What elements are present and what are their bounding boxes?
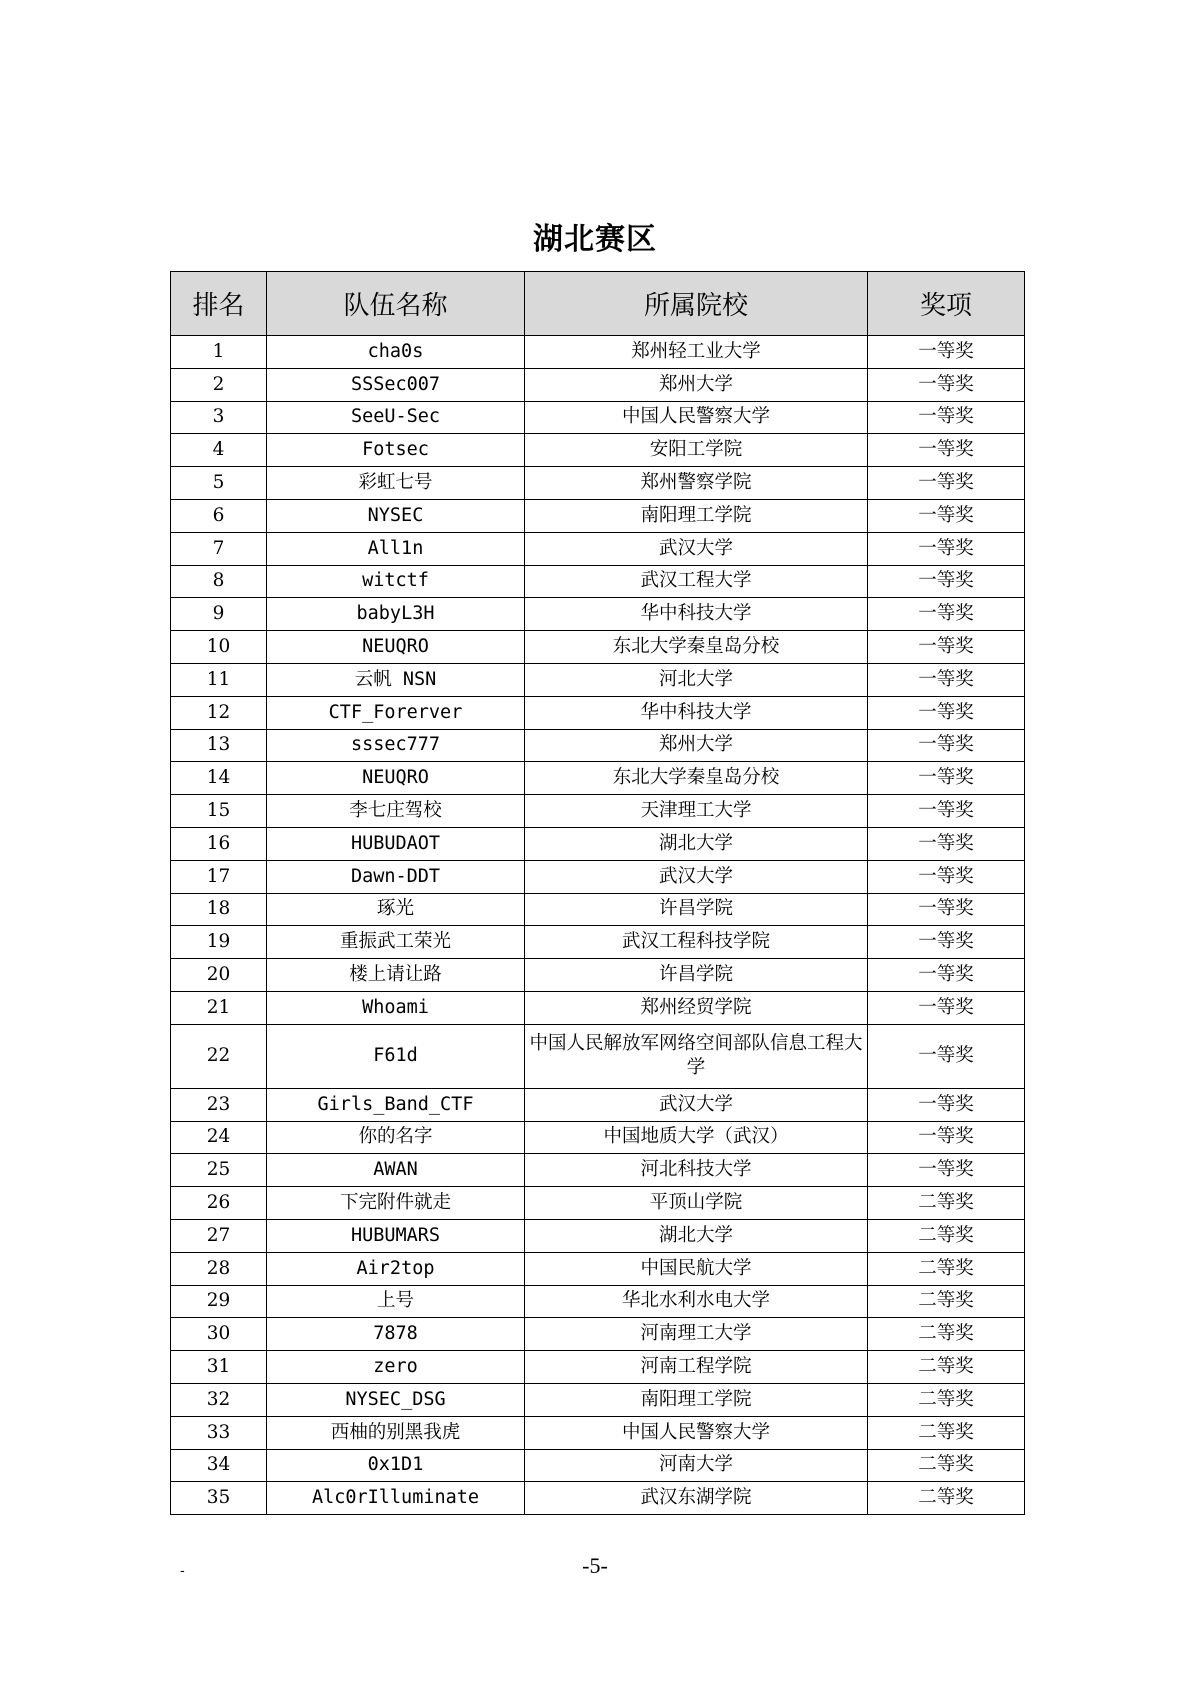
results-table — [170, 271, 1025, 1515]
table-row — [171, 467, 1025, 500]
award-cell: 一等奖 — [868, 336, 1025, 369]
table-row — [171, 532, 1025, 565]
rank-cell: 19 — [171, 926, 267, 959]
table-row — [171, 860, 1025, 893]
rank-cell: 16 — [171, 827, 267, 860]
school-cell: 安阳工学院 — [525, 434, 868, 467]
table-row — [171, 368, 1025, 401]
school-cell: 许昌学院 — [525, 959, 868, 992]
team-cell: AWAN — [267, 1154, 525, 1187]
rank-cell: 2 — [171, 368, 267, 401]
rank-cell: 31 — [171, 1351, 267, 1384]
header-school: 所属院校 — [525, 272, 868, 336]
table-row — [171, 565, 1025, 598]
award-cell: 一等奖 — [868, 696, 1025, 729]
award-cell: 一等奖 — [868, 991, 1025, 1024]
table-row — [171, 663, 1025, 696]
rank-cell: 14 — [171, 762, 267, 795]
award-cell: 二等奖 — [868, 1416, 1025, 1449]
school-cell: 东北大学秦皇岛分校 — [525, 762, 868, 795]
table-row — [171, 598, 1025, 631]
award-cell: 二等奖 — [868, 1187, 1025, 1220]
team-cell: NEUQRO — [267, 762, 525, 795]
team-cell: 彩虹七号 — [267, 467, 525, 500]
rank-cell: 1 — [171, 336, 267, 369]
table-row — [171, 893, 1025, 926]
award-cell: 一等奖 — [868, 598, 1025, 631]
school-cell: 河南大学 — [525, 1449, 868, 1482]
rank-cell: 13 — [171, 729, 267, 762]
school-cell: 武汉大学 — [525, 1088, 868, 1121]
rank-cell: 5 — [171, 467, 267, 500]
school-cell: 平顶山学院 — [525, 1187, 868, 1220]
table-row — [171, 401, 1025, 434]
table-row — [171, 336, 1025, 369]
table-row — [171, 795, 1025, 828]
table-row — [171, 1088, 1025, 1121]
award-cell: 一等奖 — [868, 663, 1025, 696]
team-cell: SSSec007 — [267, 368, 525, 401]
award-cell: 二等奖 — [868, 1383, 1025, 1416]
header-award: 奖项 — [868, 272, 1025, 336]
table-row — [171, 1121, 1025, 1154]
team-cell: sssec777 — [267, 729, 525, 762]
team-cell: NYSEC — [267, 499, 525, 532]
rank-cell: 10 — [171, 631, 267, 664]
school-cell: 河北大学 — [525, 663, 868, 696]
rank-cell: 28 — [171, 1252, 267, 1285]
team-cell: Whoami — [267, 991, 525, 1024]
team-cell: 楼上请让路 — [267, 959, 525, 992]
table-row — [171, 827, 1025, 860]
school-cell: 华中科技大学 — [525, 696, 868, 729]
team-cell: 李七庄驾校 — [267, 795, 525, 828]
school-cell: 郑州大学 — [525, 729, 868, 762]
rank-cell: 32 — [171, 1383, 267, 1416]
award-cell: 一等奖 — [868, 467, 1025, 500]
award-cell: 一等奖 — [868, 729, 1025, 762]
school-cell: 中国人民警察大学 — [525, 401, 868, 434]
rank-cell: 29 — [171, 1285, 267, 1318]
award-cell: 一等奖 — [868, 631, 1025, 664]
team-cell: Air2top — [267, 1252, 525, 1285]
school-cell: 武汉工程科技学院 — [525, 926, 868, 959]
team-cell: CTF_Forerver — [267, 696, 525, 729]
team-cell: zero — [267, 1351, 525, 1384]
award-cell: 二等奖 — [868, 1219, 1025, 1252]
school-cell: 华北水利水电大学 — [525, 1285, 868, 1318]
award-cell: 二等奖 — [868, 1318, 1025, 1351]
page-title: 湖北赛区 — [533, 222, 657, 257]
award-cell: 一等奖 — [868, 1088, 1025, 1121]
rank-cell: 21 — [171, 991, 267, 1024]
rank-cell: 15 — [171, 795, 267, 828]
award-cell: 一等奖 — [868, 959, 1025, 992]
table-row — [171, 1024, 1025, 1088]
rank-cell: 35 — [171, 1482, 267, 1515]
results-body — [171, 336, 1025, 1515]
award-cell: 一等奖 — [868, 1154, 1025, 1187]
footer-mark: - — [180, 1563, 185, 1579]
rank-cell: 22 — [171, 1024, 267, 1088]
school-cell: 中国人民警察大学 — [525, 1416, 868, 1449]
award-cell: 二等奖 — [868, 1449, 1025, 1482]
rank-cell: 34 — [171, 1449, 267, 1482]
table-row — [171, 729, 1025, 762]
team-cell: 0x1D1 — [267, 1449, 525, 1482]
award-cell: 二等奖 — [868, 1285, 1025, 1318]
school-cell: 武汉东湖学院 — [525, 1482, 868, 1515]
team-cell: 下完附件就走 — [267, 1187, 525, 1220]
award-cell: 一等奖 — [868, 368, 1025, 401]
rank-cell: 26 — [171, 1187, 267, 1220]
table-row — [171, 1187, 1025, 1220]
award-cell: 一等奖 — [868, 401, 1025, 434]
award-cell: 一等奖 — [868, 499, 1025, 532]
school-cell: 武汉大学 — [525, 532, 868, 565]
award-cell: 一等奖 — [868, 565, 1025, 598]
award-cell: 一等奖 — [868, 1024, 1025, 1088]
table-row — [171, 1482, 1025, 1515]
table-row — [171, 991, 1025, 1024]
school-cell: 华中科技大学 — [525, 598, 868, 631]
school-cell: 中国人民解放军网络空间部队信息工程大学 — [525, 1024, 868, 1088]
table-row — [171, 1383, 1025, 1416]
rank-cell: 11 — [171, 663, 267, 696]
award-cell: 一等奖 — [868, 827, 1025, 860]
table-row — [171, 631, 1025, 664]
rank-cell: 17 — [171, 860, 267, 893]
school-cell: 武汉工程大学 — [525, 565, 868, 598]
award-cell: 二等奖 — [868, 1351, 1025, 1384]
table-row — [171, 1252, 1025, 1285]
table-row — [171, 1449, 1025, 1482]
award-cell: 一等奖 — [868, 434, 1025, 467]
team-cell: HUBUMARS — [267, 1219, 525, 1252]
team-cell: All1n — [267, 532, 525, 565]
award-cell: 一等奖 — [868, 762, 1025, 795]
school-cell: 许昌学院 — [525, 893, 868, 926]
team-cell: 重振武工荣光 — [267, 926, 525, 959]
header-row — [171, 272, 1025, 336]
header-rank: 排名 — [171, 272, 267, 336]
rank-cell: 33 — [171, 1416, 267, 1449]
table-row — [171, 1219, 1025, 1252]
school-cell: 南阳理工学院 — [525, 499, 868, 532]
school-cell: 郑州经贸学院 — [525, 991, 868, 1024]
team-cell: F61d — [267, 1024, 525, 1088]
team-cell: 上号 — [267, 1285, 525, 1318]
award-cell: 一等奖 — [868, 1121, 1025, 1154]
school-cell: 武汉大学 — [525, 860, 868, 893]
table-row — [171, 1318, 1025, 1351]
rank-cell: 12 — [171, 696, 267, 729]
rank-cell: 27 — [171, 1219, 267, 1252]
table-row — [171, 959, 1025, 992]
award-cell: 一等奖 — [868, 893, 1025, 926]
table-row — [171, 926, 1025, 959]
team-cell: 云帆 NSN — [267, 663, 525, 696]
rank-cell: 24 — [171, 1121, 267, 1154]
header-team: 队伍名称 — [267, 272, 525, 336]
team-cell: witctf — [267, 565, 525, 598]
team-cell: 琢光 — [267, 893, 525, 926]
school-cell: 中国地质大学（武汉） — [525, 1121, 868, 1154]
award-cell: 一等奖 — [868, 795, 1025, 828]
team-cell: Fotsec — [267, 434, 525, 467]
school-cell: 东北大学秦皇岛分校 — [525, 631, 868, 664]
school-cell: 湖北大学 — [525, 1219, 868, 1252]
rank-cell: 4 — [171, 434, 267, 467]
school-cell: 河北科技大学 — [525, 1154, 868, 1187]
school-cell: 河南工程学院 — [525, 1351, 868, 1384]
rank-cell: 6 — [171, 499, 267, 532]
team-cell: Girls_Band_CTF — [267, 1088, 525, 1121]
school-cell: 中国民航大学 — [525, 1252, 868, 1285]
team-cell: Dawn-DDT — [267, 860, 525, 893]
table-row — [171, 434, 1025, 467]
school-cell: 河南理工大学 — [525, 1318, 868, 1351]
school-cell: 郑州轻工业大学 — [525, 336, 868, 369]
rank-cell: 25 — [171, 1154, 267, 1187]
award-cell: 二等奖 — [868, 1252, 1025, 1285]
table-row — [171, 762, 1025, 795]
rank-cell: 7 — [171, 532, 267, 565]
rank-cell: 9 — [171, 598, 267, 631]
table-row — [171, 696, 1025, 729]
team-cell: HUBUDAOT — [267, 827, 525, 860]
team-cell: cha0s — [267, 336, 525, 369]
team-cell: SeeU-Sec — [267, 401, 525, 434]
team-cell: babyL3H — [267, 598, 525, 631]
school-cell: 南阳理工学院 — [525, 1383, 868, 1416]
table-row — [171, 1416, 1025, 1449]
rank-cell: 18 — [171, 893, 267, 926]
team-cell: NEUQRO — [267, 631, 525, 664]
rank-cell: 3 — [171, 401, 267, 434]
award-cell: 一等奖 — [868, 926, 1025, 959]
table-row — [171, 1351, 1025, 1384]
team-cell: 你的名字 — [267, 1121, 525, 1154]
table-row — [171, 1154, 1025, 1187]
page-number: -5- — [582, 1553, 608, 1578]
school-cell: 郑州警察学院 — [525, 467, 868, 500]
rank-cell: 23 — [171, 1088, 267, 1121]
team-cell: 西柚的别黑我虎 — [267, 1416, 525, 1449]
school-cell: 郑州大学 — [525, 368, 868, 401]
team-cell: 7878 — [267, 1318, 525, 1351]
rank-cell: 20 — [171, 959, 267, 992]
team-cell: NYSEC_DSG — [267, 1383, 525, 1416]
award-cell: 一等奖 — [868, 532, 1025, 565]
table-row — [171, 1285, 1025, 1318]
rank-cell: 30 — [171, 1318, 267, 1351]
school-cell: 天津理工大学 — [525, 795, 868, 828]
team-cell: Alc0rIlluminate — [267, 1482, 525, 1515]
table-row — [171, 499, 1025, 532]
award-cell: 二等奖 — [868, 1482, 1025, 1515]
rank-cell: 8 — [171, 565, 267, 598]
school-cell: 湖北大学 — [525, 827, 868, 860]
award-cell: 一等奖 — [868, 860, 1025, 893]
